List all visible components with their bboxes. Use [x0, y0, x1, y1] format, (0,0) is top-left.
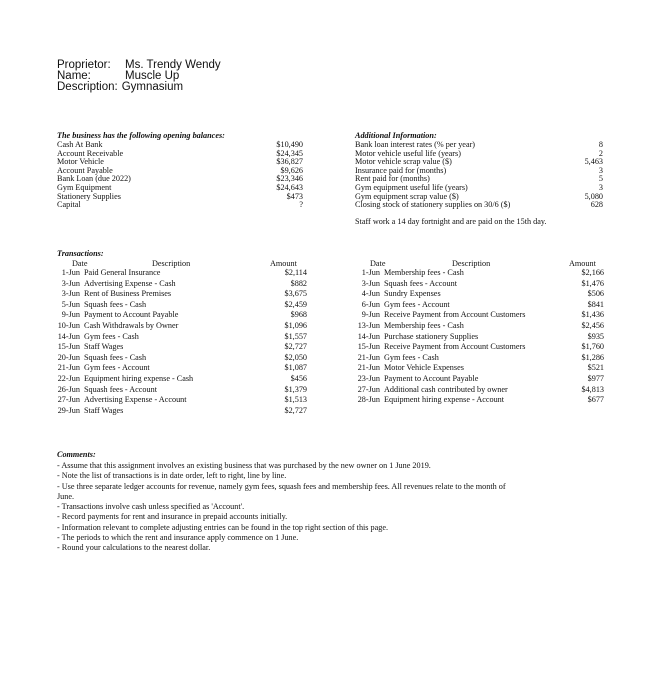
transaction-amount: $2,459: [284, 299, 307, 309]
transactions-left-rows: [57, 269, 307, 417]
transaction-description: Gym fees - Account: [384, 299, 450, 309]
transaction-date: 22-Jun: [57, 373, 80, 383]
transaction-date: 21-Jun: [357, 352, 380, 362]
comment-line: - Round your calculations to the nearest dollar.: [57, 543, 211, 553]
comment-line: - Record payments for rent and insurance in prepaid accounts initially.: [57, 512, 288, 522]
comments-list: [57, 461, 577, 554]
transaction-amount: $1,096: [284, 320, 307, 330]
transaction-date: 3-Jun: [61, 278, 80, 288]
transaction-description: Cash Withdrawals by Owner: [84, 320, 179, 330]
transaction-date: 14-Jun: [57, 331, 80, 341]
transaction-description: Squash fees - Cash: [84, 299, 147, 309]
transaction-description: Rent of Business Premises: [84, 289, 172, 299]
transaction-description: Gym fees - Cash: [84, 331, 139, 341]
comment-line: - Assume that this assignment involves an existing business that was purchased by the new owner on 1 June 2019.: [57, 461, 431, 470]
transaction-date: 4-Jun: [361, 289, 380, 299]
transaction-description: Staff Wages: [84, 342, 124, 352]
proprietor-value: Ms. Trendy Wendy: [125, 59, 221, 71]
header-date: Date: [72, 259, 88, 268]
transaction-amount: $1,087: [284, 363, 307, 373]
transaction-amount: $1,286: [581, 352, 604, 362]
transaction-row: [57, 322, 307, 333]
opening-balance-value: $9,626: [280, 165, 303, 175]
transaction-amount: $1,557: [284, 331, 307, 341]
opening-balance-value: ?: [299, 200, 303, 210]
header-description: Description: [452, 259, 491, 268]
opening-balance-label: Account Payable: [57, 165, 113, 175]
proprietor-label: Proprietor:: [57, 59, 111, 71]
transaction-amount: $456: [290, 373, 307, 383]
additional-info-label: Insurance paid for (months): [355, 165, 447, 175]
transaction-row: [355, 375, 604, 386]
additional-info-note: Staff work a 14 day fortnight and are paid on the 15th day.: [355, 217, 547, 226]
transactions-title: Transactions:: [57, 249, 104, 258]
transaction-row: [355, 322, 604, 333]
opening-balance-value: $23,346: [276, 174, 303, 184]
transaction-date: 15-Jun: [57, 342, 80, 352]
transactions-right-header: [355, 260, 604, 269]
opening-balance-value: $24,345: [276, 148, 303, 158]
header-date: Date: [370, 259, 386, 268]
transaction-amount: $2,727: [284, 342, 307, 352]
header-amount: Amount: [270, 259, 297, 268]
transaction-row: [355, 396, 604, 407]
opening-balance-row: [57, 193, 303, 202]
transaction-date: 21-Jun: [57, 363, 80, 373]
opening-balance-label: Capital: [57, 200, 81, 210]
header-amount: Amount: [569, 259, 596, 268]
transactions-left-table: [57, 260, 307, 417]
transaction-row: [57, 269, 307, 280]
transaction-amount: $2,050: [284, 352, 307, 362]
opening-balance-row: [57, 201, 303, 210]
transaction-date: 13-Jun: [357, 320, 380, 330]
transaction-date: 10-Jun: [57, 320, 80, 330]
transaction-amount: $977: [587, 373, 604, 383]
opening-balance-label: Account Receivable: [57, 148, 124, 158]
transaction-date: 21-Jun: [357, 363, 380, 373]
transaction-amount: $2,114: [284, 268, 307, 277]
additional-info-label: Gym equipment scrap value ($): [355, 191, 459, 201]
transaction-amount: $1,513: [284, 395, 307, 405]
transaction-date: 28-Jun: [357, 395, 380, 405]
additional-info-label: Closing stock of stationery supplies on 30/6 ($): [355, 200, 511, 210]
transaction-description: Additional cash contributed by owner: [384, 384, 508, 394]
transaction-description: Advertising Expense - Cash: [84, 278, 176, 288]
transaction-amount: $3,675: [284, 289, 307, 299]
transaction-amount: $935: [587, 331, 604, 341]
opening-balances-list: [57, 141, 303, 210]
additional-info-value: 3: [598, 182, 603, 192]
transaction-amount: $1,379: [284, 384, 307, 394]
transaction-date: 27-Jun: [57, 395, 80, 405]
transaction-description: Membership fees - Cash: [384, 268, 464, 277]
transaction-description: Paid General Insurance: [84, 268, 161, 277]
transaction-description: Gym fees - Cash: [384, 352, 439, 362]
additional-info-list: [355, 141, 603, 210]
additional-info-label: Motor vehicle scrap value ($): [355, 157, 452, 167]
opening-balances-title: The business has the following opening balances:: [57, 131, 225, 140]
transaction-description: Membership fees - Cash: [384, 320, 464, 330]
transaction-description: Equipment hiring expense - Account: [384, 395, 505, 405]
transaction-amount: $1,760: [581, 342, 604, 352]
transaction-date: 23-Jun: [357, 373, 380, 383]
additional-info-value: 628: [590, 200, 603, 210]
transaction-amount: $2,727: [284, 405, 307, 415]
transaction-description: Staff Wages: [84, 405, 124, 415]
transaction-amount: $521: [587, 363, 604, 373]
business-header: [57, 60, 221, 93]
transaction-description: Squash fees - Cash: [84, 352, 147, 362]
transaction-date: 3-Jun: [361, 278, 380, 288]
transaction-amount: $2,166: [581, 268, 604, 277]
transaction-description: Receive Payment from Account Customers: [384, 342, 526, 352]
transaction-amount: $1,476: [581, 278, 604, 288]
transaction-date: 9-Jun: [61, 310, 80, 320]
transaction-description: Payment to Account Payable: [384, 373, 479, 383]
transaction-description: Squash fees - Account: [384, 278, 457, 288]
additional-info-value: 3: [598, 165, 603, 175]
transaction-date: 14-Jun: [357, 331, 380, 341]
transaction-date: 29-Jun: [57, 405, 80, 415]
comment-line: - Use three separate ledger accounts for revenue, namely gym fees, squash fees and membership fees. All revenues relate to the month of: [57, 481, 506, 491]
transaction-description: Sundry Expenses: [384, 289, 441, 299]
comment-line: June.: [57, 491, 75, 501]
transaction-description: Squash fees - Account: [84, 384, 157, 394]
additional-info-label: Motor vehicle useful life (years): [355, 148, 461, 158]
description-value: Gymnasium: [121, 81, 184, 93]
transaction-row: [57, 407, 307, 418]
opening-balance-value: $36,827: [276, 157, 303, 167]
transaction-description: Advertising Expense - Account: [84, 395, 187, 405]
transaction-date: 3-Jun: [61, 289, 80, 299]
transaction-description: Payment to Account Payable: [84, 310, 179, 320]
name-label: Name:: [57, 70, 91, 82]
transaction-date: 15-Jun: [357, 342, 380, 352]
transaction-date: 1-Jun: [361, 268, 380, 277]
additional-info-title: Additional Information:: [355, 131, 437, 140]
transaction-amount: $841: [587, 299, 604, 309]
additional-info-value: 5,463: [584, 157, 603, 167]
additional-info-row: [355, 201, 603, 210]
additional-info-value: 5,080: [584, 191, 603, 201]
transaction-date: 9-Jun: [361, 310, 380, 320]
comments-title: Comments:: [57, 450, 96, 459]
additional-info-value: 5: [598, 174, 603, 184]
additional-info-label: Rent paid for (months): [355, 174, 430, 184]
transaction-description: Motor Vehicle Expenses: [384, 363, 464, 373]
transaction-description: Purchase stationery Supplies: [384, 331, 479, 341]
transaction-amount: $506: [587, 289, 604, 299]
opening-balance-label: Cash At Bank: [57, 140, 103, 149]
transactions-right-rows: [355, 269, 604, 407]
transaction-date: 26-Jun: [57, 384, 80, 394]
transaction-description: Equipment hiring expense - Cash: [84, 373, 194, 383]
transaction-row: [57, 375, 307, 386]
transaction-date: 20-Jun: [57, 352, 80, 362]
opening-balance-label: Gym Equipment: [57, 182, 112, 192]
transaction-description: Gym fees - Account: [84, 363, 150, 373]
additional-info-label: Bank loan interest rates (% per year): [355, 140, 476, 149]
opening-balance-label: Bank Loan (due 2022): [57, 174, 131, 184]
transaction-date: 1-Jun: [61, 268, 80, 277]
opening-balance-value: $473: [286, 191, 303, 201]
comment-line: - Information relevant to complete adjusting entries can be found in the top right section of this page.: [57, 522, 389, 532]
name-value: Muscle Up: [125, 70, 180, 82]
opening-balance-value: $24,643: [276, 182, 303, 192]
opening-balance-label: Stationery Supplies: [57, 191, 121, 201]
transaction-description: Receive Payment from Account Customers: [384, 310, 526, 320]
transaction-date: 5-Jun: [61, 299, 80, 309]
transaction-amount: $968: [290, 310, 307, 320]
opening-balance-value: $10,490: [276, 140, 303, 149]
additional-info-label: Gym equipment useful life (years): [355, 182, 468, 192]
comment-line: - Transactions involve cash unless specified as 'Account'.: [57, 502, 245, 512]
description-label: Description:: [57, 81, 118, 93]
transactions-left-header: [57, 260, 307, 269]
comment-line: - Note the list of transactions is in date order, left to right, line by line.: [57, 471, 287, 481]
transaction-row: [355, 269, 604, 280]
opening-balance-label: Motor Vehicle: [57, 157, 104, 167]
transaction-amount: $882: [290, 278, 307, 288]
transaction-amount: $1,436: [581, 310, 604, 320]
transaction-date: 6-Jun: [361, 299, 380, 309]
comment-line: - The periods to which the rent and insurance apply commence on 1 June.: [57, 533, 299, 543]
additional-info-value: 2: [598, 148, 603, 158]
header-description: Description: [152, 259, 191, 268]
transactions-right-table: [355, 260, 604, 407]
transaction-amount: $2,456: [581, 320, 604, 330]
additional-info-value: 8: [598, 140, 603, 149]
transaction-amount: $677: [587, 395, 604, 405]
transaction-date: 27-Jun: [357, 384, 380, 394]
transaction-amount: $4,813: [581, 384, 604, 394]
